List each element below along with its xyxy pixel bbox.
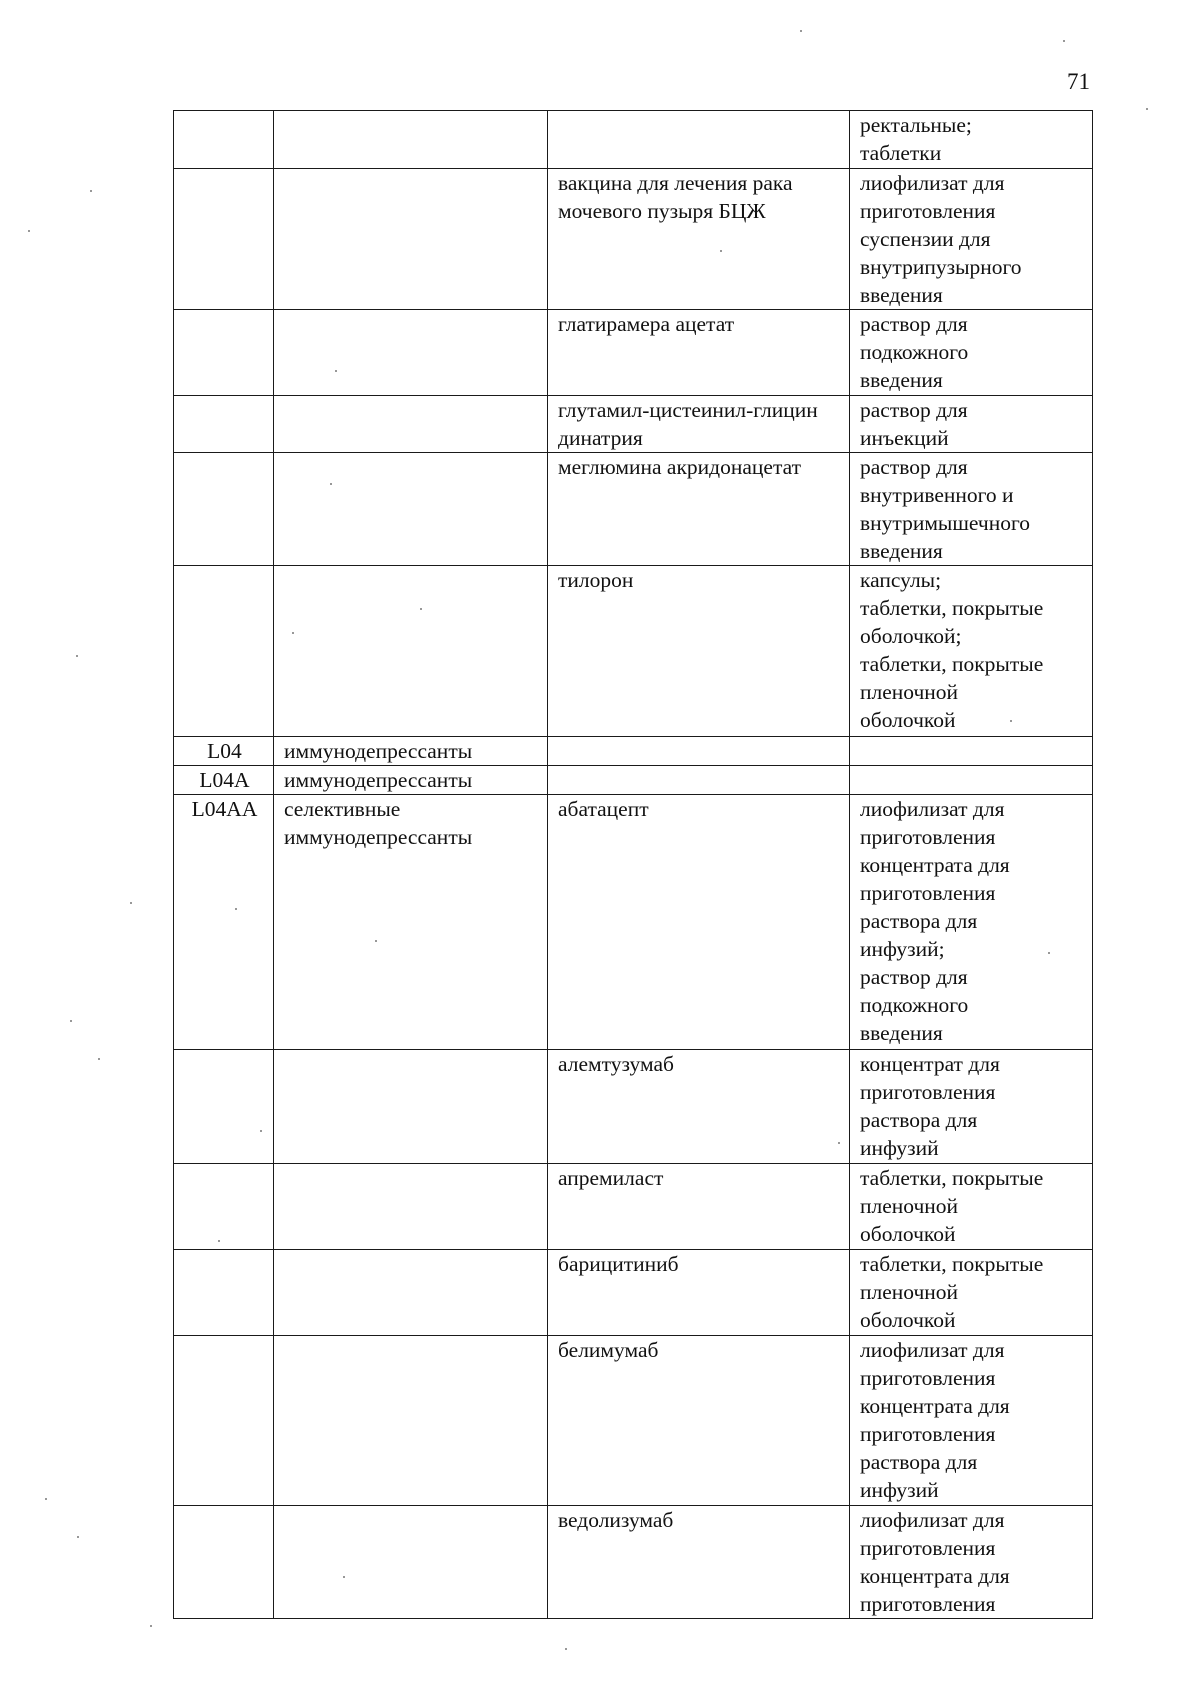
scan-speck xyxy=(235,908,237,910)
group-name-cell: иммунодепрессанты xyxy=(274,737,548,766)
group-name-cell xyxy=(274,169,548,310)
atc-code-cell xyxy=(174,566,274,737)
group-name-cell xyxy=(274,1164,548,1250)
table-row xyxy=(174,795,1093,1050)
scan-speck xyxy=(1146,108,1148,110)
scan-speck xyxy=(292,632,294,634)
drug-name-cell: ведолизумаб xyxy=(548,1506,850,1619)
dosage-forms-cell: капсулы; таблетки, покрытые оболочкой; таблетки, покрытые пленочной оболочкой xyxy=(850,566,1093,737)
dosage-forms-cell: раствор для внутривенного и внутримышечного введения xyxy=(850,453,1093,566)
atc-code-cell xyxy=(174,169,274,310)
atc-code-cell: L04A xyxy=(174,766,274,795)
drug-name-cell: меглюмина акридонацетат xyxy=(548,453,850,566)
dosage-forms-cell: таблетки, покрытые пленочной оболочкой xyxy=(850,1164,1093,1250)
drug-name-cell xyxy=(548,111,850,169)
atc-code-cell xyxy=(174,111,274,169)
dosage-forms-cell: лиофилизат для приготовления концентрата для приготовления раствора для инфузий; раствор для подкожного введения xyxy=(850,795,1093,1050)
scan-speck xyxy=(838,1142,840,1144)
dosage-forms-cell: концентрат для приготовления раствора для инфузий xyxy=(850,1050,1093,1164)
group-name-cell: селективные иммунодепрессанты xyxy=(274,795,548,1050)
atc-code-cell xyxy=(174,1250,274,1336)
dosage-forms-cell xyxy=(850,766,1093,795)
atc-code-cell xyxy=(174,1050,274,1164)
table-row xyxy=(174,566,1093,737)
atc-code-cell xyxy=(174,1336,274,1506)
page-number: 71 xyxy=(1067,69,1090,94)
atc-code-cell: L04 xyxy=(174,737,274,766)
dosage-forms-cell: лиофилизат для приготовления суспензии для внутрипузырного введения xyxy=(850,169,1093,310)
atc-code-cell xyxy=(174,1506,274,1619)
dosage-forms-cell: лиофилизат для приготовления концентрата для приготовления раствора для инфузий xyxy=(850,1336,1093,1506)
dosage-forms-cell xyxy=(850,737,1093,766)
scan-speck xyxy=(330,483,332,485)
scan-speck xyxy=(77,1536,79,1538)
scan-speck xyxy=(343,1576,345,1578)
atc-code-cell xyxy=(174,453,274,566)
group-name-cell xyxy=(274,396,548,453)
table-row xyxy=(174,310,1093,396)
scan-speck xyxy=(1010,720,1012,722)
table-row xyxy=(174,766,1093,795)
drug-name-cell: барицитиниб xyxy=(548,1250,850,1336)
scan-speck xyxy=(76,655,78,657)
scan-speck xyxy=(720,250,722,252)
drug-name-cell: глутамил-цистеинил-глицин динатрия xyxy=(548,396,850,453)
scan-speck xyxy=(218,1240,220,1242)
group-name-cell xyxy=(274,310,548,396)
group-name-cell xyxy=(274,111,548,169)
scan-speck xyxy=(800,30,802,32)
atc-code-cell xyxy=(174,1164,274,1250)
dosage-forms-cell: лиофилизат для приготовления концентрата для приготовления xyxy=(850,1506,1093,1619)
scan-speck xyxy=(45,1498,47,1500)
drug-name-cell xyxy=(548,737,850,766)
group-name-cell xyxy=(274,1250,548,1336)
drug-name-cell: алемтузумаб xyxy=(548,1050,850,1164)
group-name-cell xyxy=(274,1050,548,1164)
drug-name-cell: глатирамера ацетат xyxy=(548,310,850,396)
scan-speck xyxy=(1063,40,1065,42)
scan-speck xyxy=(420,608,422,610)
table-row xyxy=(174,1050,1093,1164)
scan-speck xyxy=(28,230,30,232)
drug-name-cell: тилорон xyxy=(548,566,850,737)
table-row xyxy=(174,737,1093,766)
dosage-forms-cell: ректальные; таблетки xyxy=(850,111,1093,169)
atc-code-cell xyxy=(174,396,274,453)
drug-name-cell: апремиласт xyxy=(548,1164,850,1250)
atc-code-cell xyxy=(174,310,274,396)
scan-speck xyxy=(70,1020,72,1022)
table-row xyxy=(174,1250,1093,1336)
table-row xyxy=(174,1506,1093,1619)
table-row xyxy=(174,453,1093,566)
drug-name-cell: абатацепт xyxy=(548,795,850,1050)
scan-speck xyxy=(260,1130,262,1132)
drug-name-cell: белимумаб xyxy=(548,1336,850,1506)
scan-speck xyxy=(130,902,132,904)
scan-speck xyxy=(375,940,377,942)
group-name-cell xyxy=(274,1506,548,1619)
table-row xyxy=(174,169,1093,310)
atc-code-cell: L04AA xyxy=(174,795,274,1050)
scan-speck xyxy=(1048,952,1050,954)
drug-table xyxy=(173,110,1093,1619)
table-row xyxy=(174,1336,1093,1506)
scan-speck xyxy=(90,190,92,192)
drug-table-body xyxy=(174,111,1093,1619)
table-row xyxy=(174,111,1093,169)
drug-name-cell: вакцина для лечения рака мочевого пузыря БЦЖ xyxy=(548,169,850,310)
dosage-forms-cell: таблетки, покрытые пленочной оболочкой xyxy=(850,1250,1093,1336)
table-row xyxy=(174,1164,1093,1250)
drug-name-cell xyxy=(548,766,850,795)
dosage-forms-cell: раствор для подкожного введения xyxy=(850,310,1093,396)
group-name-cell xyxy=(274,1336,548,1506)
scan-speck xyxy=(335,370,337,372)
group-name-cell xyxy=(274,453,548,566)
group-name-cell xyxy=(274,566,548,737)
group-name-cell: иммунодепрессанты xyxy=(274,766,548,795)
dosage-forms-cell: раствор для инъекций xyxy=(850,396,1093,453)
scan-speck xyxy=(565,1648,567,1650)
scan-speck xyxy=(150,1625,152,1627)
scan-speck xyxy=(98,1058,100,1060)
table-row xyxy=(174,396,1093,453)
